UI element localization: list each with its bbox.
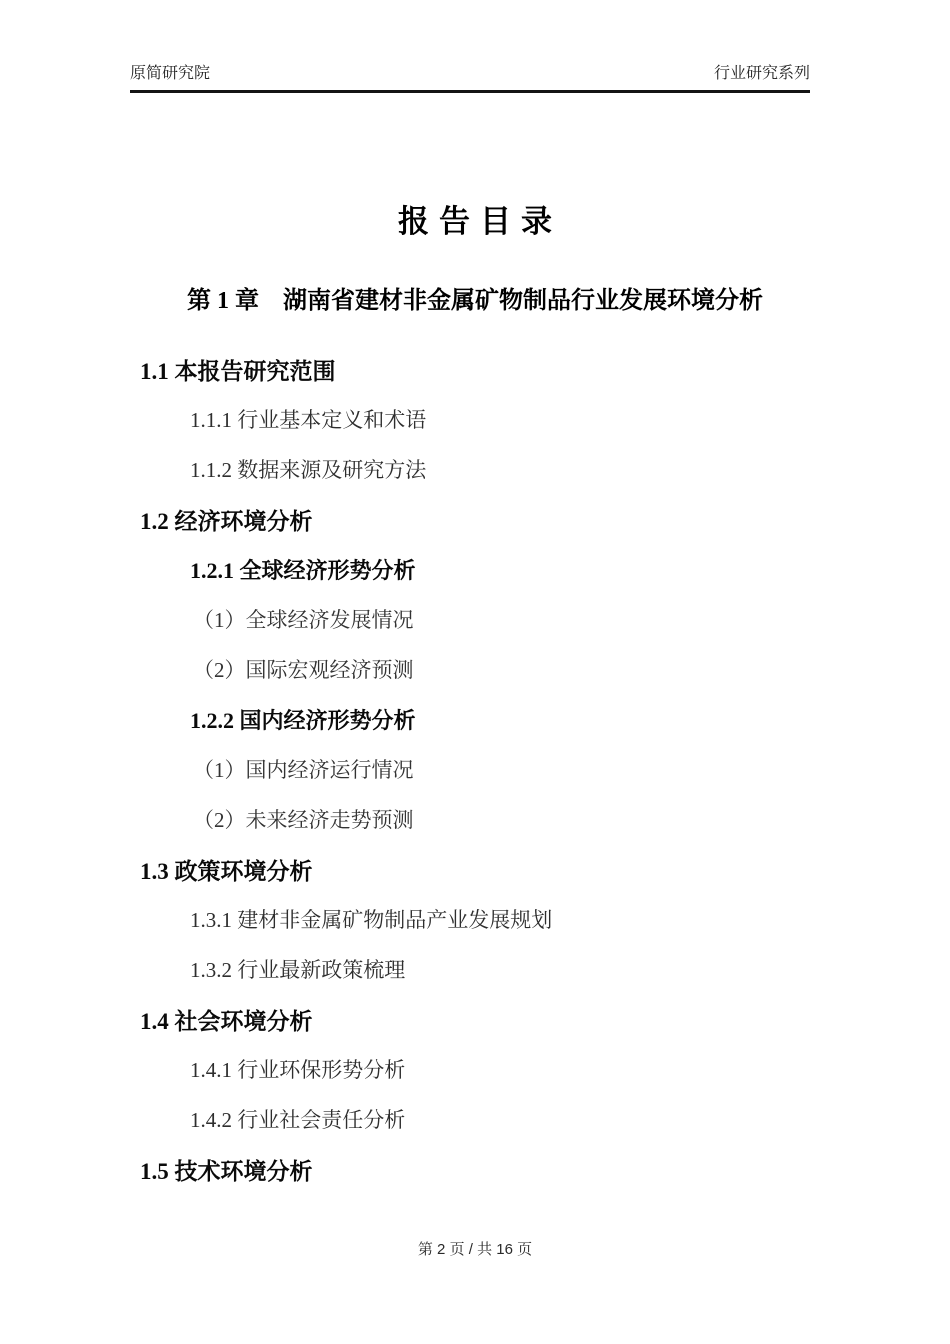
page-header <box>130 60 810 93</box>
toc-item: （1）国内经济运行情况 <box>193 758 414 782</box>
toc-item: 1.5 技术环境分析 <box>140 1158 313 1184</box>
toc-item: 1.1.2 数据来源及研究方法 <box>190 458 427 482</box>
toc-item: 1.4.1 行业环保形势分析 <box>190 1058 406 1082</box>
toc-item: 1.4.2 行业社会责任分析 <box>190 1108 406 1132</box>
chapter-1-heading: 第 1 章 湖南省建材非金属矿物制品行业发展环境分析 <box>187 288 763 314</box>
toc-item: 1.2.2 国内经济形势分析 <box>190 707 416 733</box>
toc-item: （2）国际宏观经济预测 <box>193 658 414 682</box>
toc-item: 1.3.2 行业最新政策梳理 <box>190 958 406 982</box>
toc-item: （2）未来经济走势预测 <box>193 808 414 832</box>
toc-item: 1.3 政策环境分析 <box>140 858 313 884</box>
report-toc-title: 报告目录 <box>398 204 562 239</box>
header-institute-name: 原简研究院 <box>130 65 211 82</box>
table-of-contents <box>140 344 860 1194</box>
toc-item: 1.3.1 建材非金属矿物制品产业发展规划 <box>190 908 553 932</box>
header-series-label: 行业研究系列 <box>713 65 810 82</box>
toc-item: 1.2 经济环境分析 <box>140 508 313 534</box>
toc-item: （1）全球经济发展情况 <box>193 608 414 632</box>
toc-item: 1.4 社会环境分析 <box>140 1008 313 1034</box>
toc-item: 1.1.1 行业基本定义和术语 <box>190 408 427 432</box>
toc-item: 1.1 本报告研究范围 <box>140 358 336 384</box>
page-number-indicator: 第 2 页 / 共 16 页 <box>417 1241 533 1258</box>
toc-item: 1.2.1 全球经济形势分析 <box>190 557 416 583</box>
page-footer <box>0 1238 950 1259</box>
